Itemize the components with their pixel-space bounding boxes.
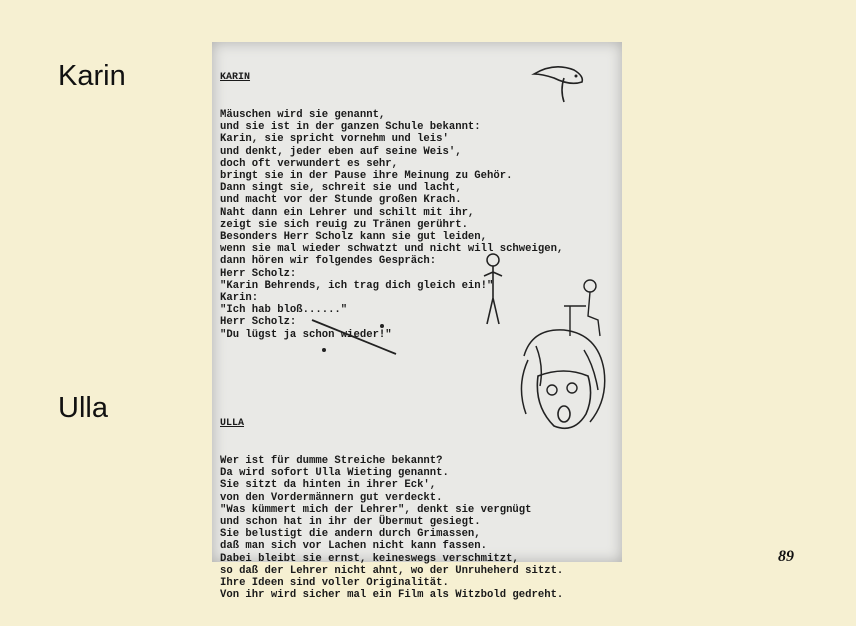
poem-line: Dabei bleibt sie ernst, keineswegs verschmitzt, <box>220 552 519 565</box>
poem-line: von den Vordermännern gut verdeckt. <box>220 491 443 504</box>
poem-line: Wer ist für dumme Streiche bekannt? <box>220 455 443 468</box>
poem-line: Sie sitzt da hinten in ihrer Eck', <box>220 479 437 492</box>
poem-line: daß man sich vor Lachen nicht kann fassen. <box>220 540 488 553</box>
poem-line: "Karin Behrends, ich trag dich gleich ein!" <box>220 279 494 292</box>
scanned-page <box>212 42 622 602</box>
poem-line: "Ich hab bloß......" <box>220 304 348 317</box>
poem-line: und sie ist in der ganzen Schule bekannt: <box>220 121 481 134</box>
mouse-doodle-icon <box>530 56 588 106</box>
label-ulla: Ulla <box>58 392 108 424</box>
poem-line: doch oft verwundert es sehr, <box>220 157 399 170</box>
karin-heading: KARIN <box>220 72 251 84</box>
poem-line: "Was kümmert mich der Lehrer", denkt sie vergnügt <box>220 503 532 516</box>
standing-figure-doodle-icon <box>478 252 508 332</box>
poem-line: Dann singt sie, schreit sie und lacht, <box>220 182 462 195</box>
page-number: 89 <box>778 548 794 565</box>
poem-line: so daß der Lehrer nicht ahnt, wo der Unruheherd sitzt. <box>220 564 564 577</box>
poem-line: Naht dann ein Lehrer und schilt mit ihr, <box>220 206 475 219</box>
poem-line: zeigt sie sich reuig zu Tränen gerührt. <box>220 218 468 231</box>
poem-line: Herr Scholz: <box>220 267 297 280</box>
poem-line: Karin, sie spricht vornehm und leis' <box>220 133 449 146</box>
label-karin: Karin <box>58 60 126 92</box>
ulla-heading: ULLA <box>220 418 245 430</box>
poem-line: wenn sie mal wieder schwatzt und nicht will schweigen, <box>220 243 564 256</box>
ulla-poem <box>220 394 563 626</box>
poem-line: und macht vor der Stunde großen Krach. <box>220 194 462 207</box>
poem-line: bringt sie in der Pause ihre Meinung zu Gehör. <box>220 170 513 183</box>
poem-line: Von ihr wird sicher mal ein Film als Witzbold gedreht. <box>220 589 564 602</box>
thrown-object-doodle-icon <box>308 314 404 360</box>
poem-line: und denkt, jeder eben auf seine Weis', <box>220 145 462 158</box>
poem-line: dann hören wir folgendes Gespräch: <box>220 255 437 268</box>
poem-line: Herr Scholz: <box>220 316 297 329</box>
poem-line: Mäuschen wird sie genannt, <box>220 109 386 122</box>
poem-line: Besonders Herr Scholz kann sie gut leiden, <box>220 231 488 244</box>
poem-line: Sie belustigt die andern durch Grimassen, <box>220 528 481 541</box>
poem-line: Ihre Ideen sind voller Originalität. <box>220 577 449 590</box>
poem-line: Da wird sofort Ulla Wieting genannt. <box>220 467 449 480</box>
poem-line: "Du lügst ja schon wieder!" <box>220 328 392 341</box>
poem-line: Karin: <box>220 292 259 305</box>
poem-line: und schon hat in ihr der Übermut gesiegt. <box>220 516 481 529</box>
